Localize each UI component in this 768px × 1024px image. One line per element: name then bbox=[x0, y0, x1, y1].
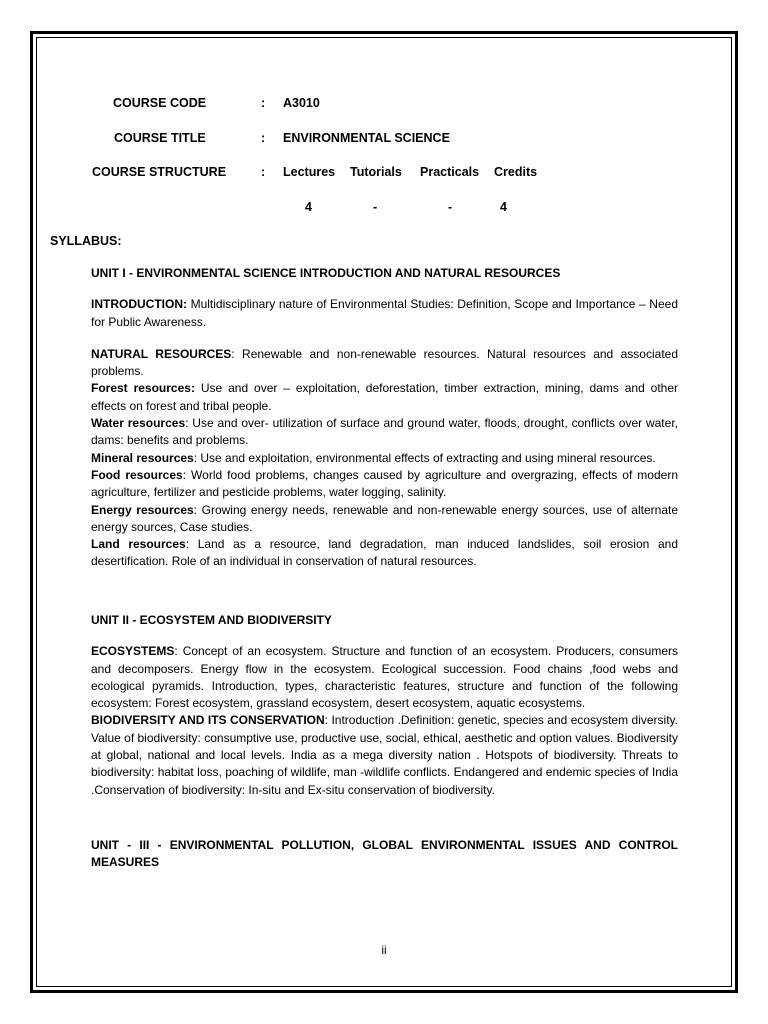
energy-keyword: Energy resources bbox=[91, 502, 194, 517]
value-practicals: - bbox=[448, 200, 453, 214]
intro-paragraph bbox=[91, 296, 678, 331]
ecosystems-text: : Concept of an ecosystem. Structure and function of an ecosystem. Producers, consumers and decomposers. Energy flow in the ecosystem. Ecological succession. Food chains ,food webs and ecological pyramids. Introduction, types, characteristic features, structure and function of the following ecosystem: Forest ecosystem, grassland ecosystem, desert ecosystem, aquatic ecosystems. bbox=[91, 644, 678, 711]
food-paragraph bbox=[91, 467, 678, 502]
forest-paragraph bbox=[91, 380, 678, 415]
course-structure-label: COURSE STRUCTURE bbox=[92, 165, 227, 179]
unit2-title: UNIT II - ECOSYSTEM AND BIODIVERSITY bbox=[91, 613, 332, 627]
water-text: : Use and over- utilization of surface and ground water, floods, drought, conflicts over water, dams: benefits and problems. bbox=[91, 416, 678, 448]
course-title-label: COURSE TITLE bbox=[114, 131, 206, 145]
syllabus-heading: SYLLABUS: bbox=[50, 234, 122, 248]
unit1-title: UNIT I - ENVIRONMENTAL SCIENCE INTRODUCTION AND NATURAL RESOURCES bbox=[91, 266, 561, 280]
land-text: : Land as a resource, land degradation, man induced landslides, soil erosion and desertification. Role of an individual in conservation of natural resources. bbox=[91, 537, 678, 569]
unit3-title: UNIT - III - ENVIRONMENTAL POLLUTION, GLOBAL ENVIRONMENTAL ISSUES AND CONTROL MEASURES bbox=[91, 838, 678, 870]
column-credits: Credits bbox=[494, 165, 538, 179]
ecosystems-paragraph bbox=[91, 643, 678, 712]
land-keyword: Land resources bbox=[91, 537, 186, 552]
course-code-colon: : bbox=[261, 96, 266, 110]
page-number: ii bbox=[381, 943, 387, 957]
course-code-value: A3010 bbox=[283, 96, 320, 110]
biodiversity-keyword: BIODIVERSITY AND ITS CONSERVATION bbox=[91, 713, 325, 728]
column-lectures: Lectures bbox=[283, 165, 336, 179]
course-structure-colon: : bbox=[261, 165, 266, 179]
biodiversity-paragraph bbox=[91, 712, 678, 798]
natural-resources-keyword: NATURAL RESOURCES bbox=[91, 346, 232, 361]
unit1-section bbox=[91, 265, 678, 571]
mineral-paragraph bbox=[91, 450, 678, 467]
intro-text: Multidisciplinary nature of Environmental Studies: Definition, Scope and Importance – Need for Public Awareness. bbox=[91, 297, 678, 329]
natural-resources-text: : Renewable and non-renewable resources. Natural resources and associated problems. bbox=[91, 346, 678, 379]
land-paragraph bbox=[91, 536, 678, 571]
mineral-text: : Use and exploitation, environmental effects of extracting and using mineral resources. bbox=[193, 450, 656, 465]
intro-keyword: INTRODUCTION: bbox=[91, 297, 187, 312]
forest-keyword: Forest resources: bbox=[91, 381, 195, 396]
mineral-keyword: Mineral resources bbox=[91, 450, 194, 465]
unit3-section bbox=[91, 837, 678, 872]
unit2-section bbox=[91, 612, 678, 799]
water-keyword: Water resources bbox=[91, 416, 186, 431]
energy-text: : Growing energy needs, renewable and non-renewable energy sources, use of alternate energy sources, Case studies. bbox=[91, 502, 678, 534]
ecosystems-keyword: ECOSYSTEMS bbox=[91, 644, 175, 659]
energy-paragraph bbox=[91, 502, 678, 537]
value-tutorials: - bbox=[373, 200, 378, 214]
forest-text: Use and over – exploitation, deforestation, timber extraction, mining, dams and other effects on forest and tribal people. bbox=[91, 381, 679, 413]
biodiversity-text: : Introduction .Definition: genetic, species and ecosystem diversity. Value of biodiversity: consumptive use, productive use, social, ethical, aesthetic and option values. Biodiversity at global, national and local levels. India as a mega diversity nation . Hotspots of biodiversity. Threats to biodiversity: habitat loss, poaching of wildlife, man -wildlife conflicts. Endangered and endemic species of India .Conservation of biodiversity: In-situ and Ex-situ conservation of biodiversity. bbox=[91, 713, 678, 797]
column-tutorials: Tutorials bbox=[350, 165, 402, 179]
value-credits: 4 bbox=[500, 200, 507, 214]
water-paragraph bbox=[91, 415, 678, 450]
natural-resources-paragraph bbox=[91, 346, 678, 381]
course-code-label: COURSE CODE bbox=[113, 96, 207, 110]
course-title-value: ENVIRONMENTAL SCIENCE bbox=[283, 131, 450, 145]
course-title-colon: : bbox=[261, 131, 266, 145]
value-lectures: 4 bbox=[305, 200, 312, 214]
food-text: : World food problems, changes caused by agriculture and overgrazing, effects of modern agriculture, fertilizer and pesticide problems, water logging, salinity. bbox=[91, 467, 678, 500]
column-practicals: Practicals bbox=[420, 165, 480, 179]
food-keyword: Food resources bbox=[91, 467, 183, 482]
